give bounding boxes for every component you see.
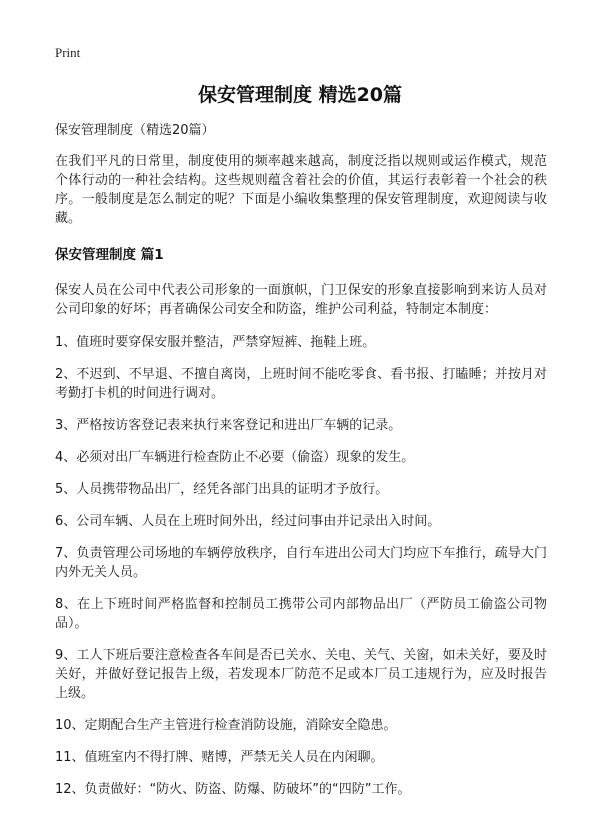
print-label: Print bbox=[55, 45, 81, 60]
intro-paragraph: 在我们平凡的日常里，制度使用的频率越来越高，制度泛指以规则或运作模式，规范个体行动的一种社会结构。这些规则蕴含着社会的价值，其运行表彰着一个社会的秩序。一般制度是怎么制定的呢？下面是小编收集整理的保安管理制度，欢迎阅读与收藏。 bbox=[55, 154, 547, 226]
rule-item: 1、值班时要穿保安服并整洁，严禁穿短裤、拖鞋上班。 bbox=[55, 335, 376, 350]
section-heading: 保安管理制度 篇1 bbox=[55, 247, 164, 263]
lead-paragraph: 保安人员在公司中代表公司形象的一面旗帜，门卫保安的形象直接影响到来访人员对公司印象的好坏；再者确保公司安全和防盗，维护公司利益，特制定本制度： bbox=[55, 283, 547, 317]
rule-item: 4、必须对出厂车辆进行检查防止不必要（偷盗）现象的发生。 bbox=[55, 450, 415, 465]
rule-item: 8、在上下班时间严格监督和控制员工携带公司内部物品出厂（严防员工偷盗公司物品）。 bbox=[55, 597, 547, 631]
rule-item: 11、值班室内不得打牌、赌博，严禁无关人员在内闲聊。 bbox=[55, 750, 384, 765]
rule-item: 2、不迟到、不早退、不擅自离岗，上班时间不能吃零食、看书报、打瞌睡；并按月对考勤打卡机的时间进行调对。 bbox=[55, 367, 547, 401]
rule-item: 7、负责管理公司场地的车辆停放秩序，自行车进出公司大门均应下车推行，疏导大门内外无关人员。 bbox=[55, 546, 547, 580]
rule-item: 3、严格按访客登记表来执行来客登记和进出厂车辆的记录。 bbox=[55, 418, 402, 433]
rule-item: 10、定期配合生产主管进行检查消防设施，消除安全隐患。 bbox=[55, 718, 397, 733]
rule-item: 12、负责做好：“防火、防盗、防爆、防破坏”的“四防”工作。 bbox=[55, 782, 411, 797]
rule-item: 9、工人下班后要注意检查各车间是否已关水、关电、关气、关窗，如未关好，要及时关好，并做好登记报告上级，若发现本厂防范不足或本厂员工违规行为，应及时报告上级。 bbox=[55, 648, 547, 701]
document-title: 保安管理制度 精选20篇 bbox=[197, 84, 403, 106]
document-body bbox=[55, 121, 547, 812]
rule-item: 5、人员携带物品出厂，经凭各部门出具的证明才予放行。 bbox=[55, 482, 389, 497]
rule-item: 6、公司车辆、人员在上班时间外出，经过问事由并记录出入时间。 bbox=[55, 514, 441, 529]
document-subtitle: 保安管理制度（精选20篇） bbox=[55, 123, 215, 138]
